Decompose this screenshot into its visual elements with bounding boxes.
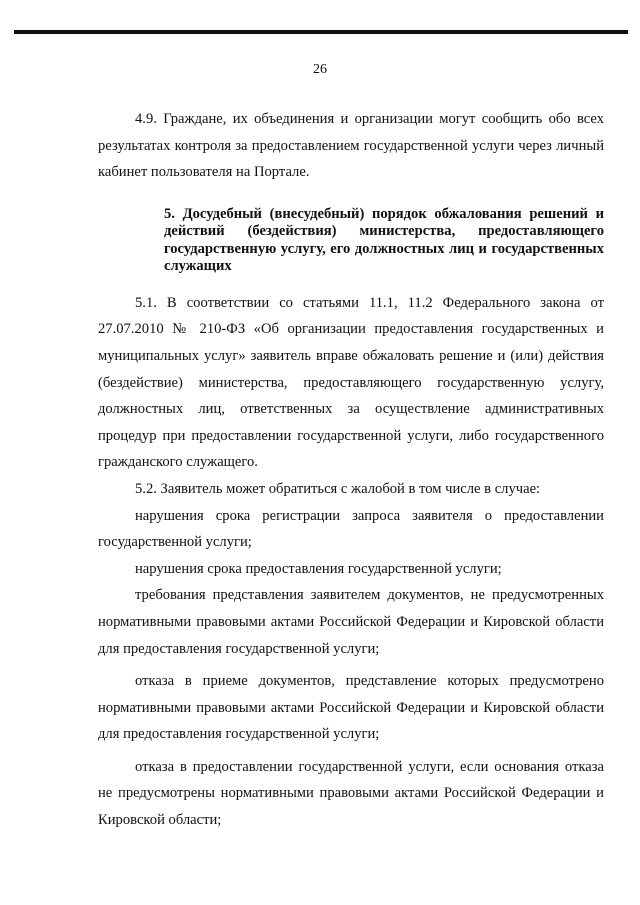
list-item-service-refusal: отказа в предоставлении государственной услуги, если основания отказа не предусмотрены нормативными правовыми актами Российской Федерации и Кировской области; — [98, 758, 604, 829]
page-number: 26 — [313, 62, 327, 77]
top-border-rule — [14, 30, 628, 34]
paragraph-4-9: 4.9. Граждане, их объединения и организации могут сообщить обо всех результатах контроля за предоставлением государственной услуги через личный кабинет пользователя на Портале. — [98, 111, 604, 181]
list-item-service-delay: нарушения срока предоставления государственной услуги; — [135, 560, 502, 577]
paragraph-5-2: 5.2. Заявитель может обратиться с жалобой в том числе в случае: — [135, 480, 541, 497]
document-body — [98, 106, 604, 834]
paragraph-5-1: 5.1. В соответствии со статьями 11.1, 11.2 Федерального закона от 27.07.2010 № 210-ФЗ «Об организации предоставления государственных и муниципальных услуг» заявитель вправе обжаловать решение и (или) действия (бездействие) министерства, предоставляющего государственную услугу, должностных лиц, ответственных за осуществление административных процедур при предоставлении государственной услуги, либо государственного гражданского служащего. — [98, 294, 604, 471]
list-item-registration-delay: нарушения срока регистрации запроса заявителя о предоставлении государственной услуги; — [98, 507, 604, 551]
section-5-heading: 5. Досудебный (внесудебный) порядок обжалования решений и действий (бездействия) министерства, предоставляющего государственную услугу, его должностных лиц и государственных служащих — [164, 205, 604, 275]
list-item-document-rejection: отказа в приеме документов, представление которых предусмотрено нормативными правовыми актами Российской Федерации и Кировской области для предоставления государственной услуги; — [98, 673, 604, 743]
list-item-extra-documents: требования представления заявителем документов, не предусмотренных нормативными правовыми актами Российской Федерации и Кировской области для предоставления государственной услуги; — [98, 587, 604, 657]
